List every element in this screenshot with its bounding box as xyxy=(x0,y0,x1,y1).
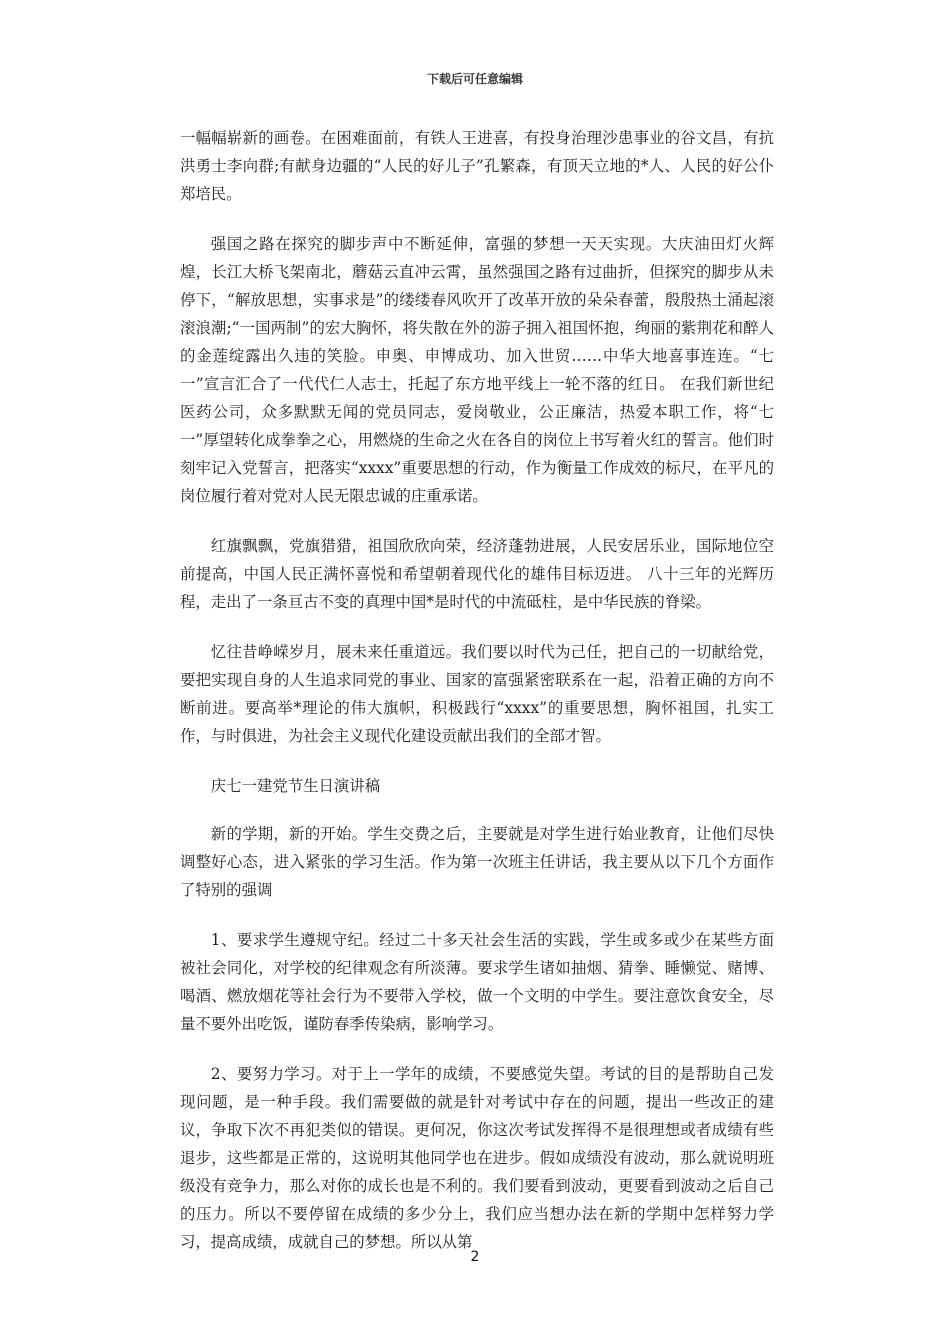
section-title: 庆七一建党节生日演讲稿 xyxy=(210,777,381,795)
paragraph-road-to-strength: 强国之路在探究的脚步声中不断延伸，富强的梦想一天天实现。大庆油田灯火辉煌，长江大桥飞架南北，蘑菇云直冲云霄，虽然强国之路有过曲折，但探究的脚步从未停下，“解放思想，实事求是”的缕缕春风吹开了改革开放的朵朵春蕾，殷殷热土涌起滚滚浪潮;“一国两制”的宏大胸怀，将失散在外的游子拥入祖国怀抱，绚丽的紫荆花和醉人的金莲绽露出久违的笑脸。申奥、申博成功、加入世贸……中华大地喜事连连。“七一”宣言汇合了一代代仁人志士，托起了东方地平线上一轮不落的红日。 在我们新世纪医药公司，众多默默无闻的党员同志，爱岗敬业，公正廉洁，热爱本职工作，将“七一”厚望转化成拳拳之心，用燃烧的生命之火在各自的岗位上书写着火红的誓言。他们时刻牢记入党誓言，把落实“xxxx”重要思想的行动，作为衡量工作成效的标尺，在平凡的岗位履行着对党对人民无限忠诚的庄重承诺。 xyxy=(180,235,774,505)
page-header: 下载后可任意编辑 xyxy=(426,72,523,86)
document-body xyxy=(180,124,774,1278)
paragraph-red-flags: 红旗飘飘，党旗猎猎，祖国欣欣向荣，经济蓬勃进展，人民安居乐业，国际地位空前提高，中国人民正满怀喜悦和希望朝着现代化的雄伟目标迈进。 八十三年的光辉历程，走出了一条亘古不变的真理中国*是时代的中流砥柱，是中华民族的脊梁。 xyxy=(180,537,774,611)
paragraph-new-semester: 新的学期，新的开始。学生交费之后，主要就是对学生进行始业教育，让他们尽快调整好心态，进入紧张的学习生活。作为第一次班主任讲话，我主要从以下几个方面作了特别的强调 xyxy=(180,825,774,899)
paragraph-point-1: 1、要求学生遵规守纪。经过二十多天社会生活的实践，学生或多或少在某些方面被社会同化，对学校的纪律观念有所淡薄。要求学生诸如抽烟、猜拳、睡懒觉、赌博、喝酒、燃放烟花等社会行为不要带入学校，做一个文明的中学生。要注意饮食安全，尽量不要外出吃饭，谨防春季传染病，影响学习。 xyxy=(180,931,774,1033)
paragraph-point-2: 2、要努力学习。对于上一学年的成绩，不要感觉失望。考试的目的是帮助自己发现问题，是一种手段。我们需要做的就是针对考试中存在的问题，提出一些改正的建议，争取下次不再犯类似的错误。更何况，你这次考试发挥得不是很理想或者成绩有些退步，这些都是正常的，这说明其他同学也在进步。假如成绩没有波动，那么就说明班级没有竞争力，那么对你的成长也是不利的。我们要看到波动，更要看到波动之后自己的压力。所以不要停留在成绩的多少分上，我们应当想办法在新的学期中怎样努力学习，提高成绩，成就自己的梦想。所以从第 xyxy=(180,1065,774,1251)
page-number: 2 xyxy=(470,1249,480,1265)
paragraph-continuation: 一幅幅崭新的画卷。在困难面前，有铁人王进喜，有投身治理沙患事业的谷文昌，有抗洪勇士李向群;有献身边疆的“人民的好儿子”孔繁森，有顶天立地的*人、人民的好公仆郑培民。 xyxy=(180,129,774,203)
paragraph-recall-past: 忆往昔峥嵘岁月，展未来任重道远。我们要以时代为己任，把自己的一切献给党，要把实现自身的人生追求同党的事业、国家的富强紧密联系在一起，沿着正确的方向不断前进。要高举*理论的伟大旗帜，积极践行“xxxx”的重要思想，胸怀祖国，扎实工作，与时俱进，为社会主义现代化建设贡献出我们的全部才智。 xyxy=(180,643,774,745)
